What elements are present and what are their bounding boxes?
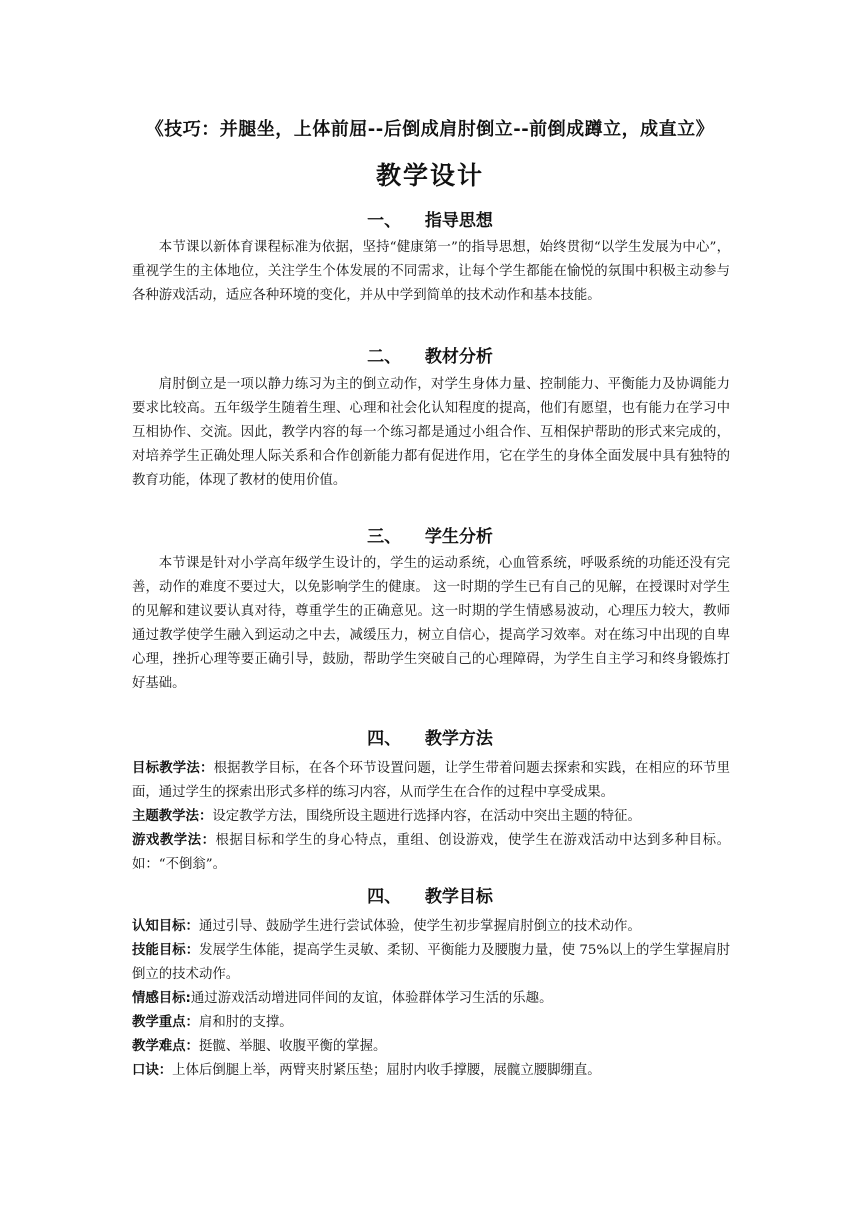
section-text-student-analysis: 本节课是针对小学高年级学生设计的，学生的运动系统，心血管系统，呼吸系统的功能还没有完善，动作的难度不要过大，以免影响学生的健康。 这一时期的学生已有自己的见解，在授课时对学生的见解和建议要认真对待，尊重学生的正确意见。这一时期的学生情感易波动，心理压力较大，教师通过教学使学生融入到运动之中去，减缓压力，树立自信心，提高学习效率。对在练习中出现的自卑心理，挫折心理等要正确引导，鼓励，帮助学生突破自己的心理障碍，为学生自主学习和终身锻炼打好基础。 — [132, 556, 730, 691]
objective-label: 认知目标： — [132, 919, 199, 934]
objective-label: 口诀： — [132, 1063, 173, 1078]
objective-label: 教学重点： — [132, 1015, 199, 1030]
section-text-guiding-idea: 本节课以新体育课程标准为依据，坚持“健康第一”的指导思想，始终贯彻“以学生发展为中心”，重视学生的主体地位，关注学生个体发展的不同需求，让每个学生都能在愉悦的氛围中积极主动参与各种游戏活动，适应各种环境的变化，并从中学到简单的技术动作和基本技能。 — [132, 240, 730, 303]
section-heading-material-analysis: 二、 教材分析 — [367, 347, 493, 367]
objective-text: 发展学生体能，提高学生灵敏、柔韧、平衡能力及腰腹力量，使 75%以上的学生掌握肩肘倒立的技术动作。 — [132, 943, 730, 982]
objective-item — [132, 1035, 730, 1059]
section-heading-teaching-methods: 四、 教学方法 — [367, 729, 493, 749]
objective-text: 上体后倒腿上举，两臂夹肘紧压垫；屈肘内收手撑腰，展髋立腰脚绷直。 — [172, 1063, 601, 1078]
objective-item — [132, 1011, 730, 1035]
method-label: 目标教学法： — [132, 761, 214, 776]
objective-text: 肩和肘的支撑。 — [198, 1015, 293, 1030]
method-item — [132, 805, 730, 829]
method-item — [132, 757, 730, 805]
objective-item — [132, 1059, 730, 1083]
method-label: 主题教学法： — [132, 809, 213, 824]
section-heading-student-analysis: 三、 学生分析 — [367, 527, 493, 547]
objective-label: 情感目标: — [132, 991, 191, 1006]
method-item — [132, 829, 730, 877]
objective-label: 教学难点： — [132, 1039, 199, 1054]
method-text: 根据目标和学生的身心特点，重组、创设游戏，使学生在游戏活动中达到多种目标。如：“不倒翁”。 — [132, 833, 730, 872]
document-title: 《技巧：并腿坐，上体前屈--后倒成肩肘倒立--前倒成蹲立，成直立》 — [145, 119, 715, 140]
objective-text: 挺髋、举腿、收腹平衡的掌握。 — [198, 1039, 387, 1054]
objective-text: 通过引导、鼓励学生进行尝试体验，使学生初步掌握肩肘倒立的技术动作。 — [198, 919, 641, 934]
method-text: 设定教学方法，围绕所设主题进行选择内容，在活动中突出主题的特征。 — [212, 809, 641, 824]
document-subtitle: 教学设计 — [375, 161, 484, 190]
section-heading-guiding-idea: 一、 指导思想 — [367, 211, 493, 231]
objective-label: 技能目标： — [132, 943, 200, 958]
section-heading-teaching-objectives: 四、 教学目标 — [367, 887, 493, 907]
method-text: 根据教学目标，在各个环节设置问题，让学生带着问题去探索和实践，在相应的环节里面，通过学生的探索出形式多样的练习内容，从而学生在合作的过程中享受成果。 — [132, 761, 731, 800]
method-label: 游戏教学法： — [132, 833, 216, 848]
objective-item — [132, 987, 730, 1011]
section-text-material-analysis: 肩肘倒立是一项以静力练习为主的倒立动作，对学生身体力量、控制能力、平衡能力及协调能力要求比较高。五年级学生随着生理、心理和社会化认知程度的提高，他们有愿望，也有能力在学习中互相协作、交流。因此，教学内容的每一个练习都是通过小组合作、互相保护帮助的形式来完成的，对培养学生正确处理人际关系和合作创新能力都有促进作用，它在学生的身体全面发展中具有独特的教育功能，体现了教材的使用价值。 — [132, 377, 730, 488]
objective-item — [132, 915, 730, 939]
objective-text: 通过游戏活动增进同伴间的友谊，体验群体学习生活的乐趣。 — [190, 991, 553, 1006]
objective-item — [132, 939, 730, 987]
